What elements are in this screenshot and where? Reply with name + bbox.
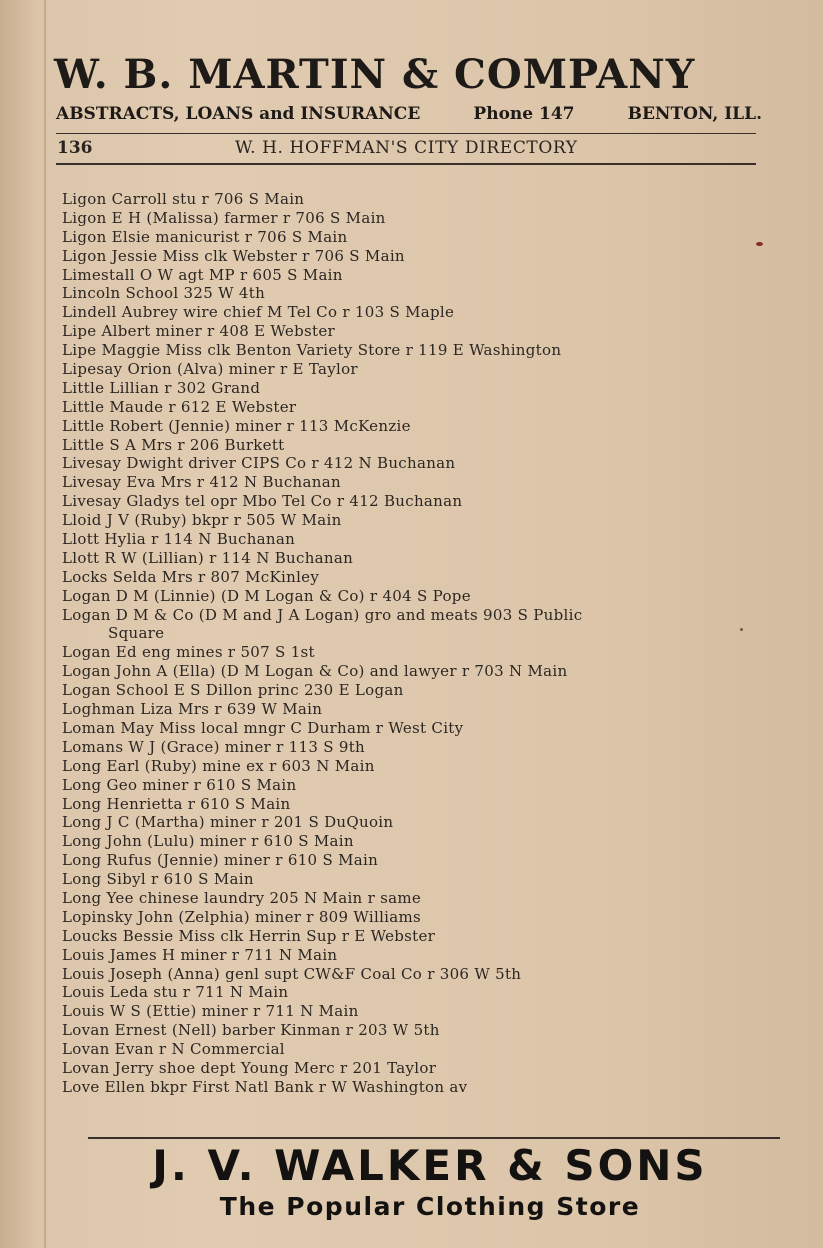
directory-entry: Livesay Eva Mrs r 412 N Buchanan [62,473,341,492]
directory-entry: Logan John A (Ella) (D M Logan & Co) and lawyer r 703 N Main [62,662,568,681]
top-ad-location: BENTON, ILL. [627,104,762,124]
directory-entry: Long Rufus (Jennie) miner r 610 S Main [62,851,379,870]
directory-entry: Llott R W (Lillian) r 114 N Buchanan [62,548,354,567]
directory-entry: Love Ellen bkpr First Natl Bank r W Washington av [62,1077,468,1096]
directory-entry: Long John (Lulu) miner r 610 S Main [62,832,354,851]
directory-title: W. H. HOFFMAN'S CITY DIRECTORY [235,138,578,158]
top-advertisement [54,51,764,124]
directory-entry: Long Henrietta r 610 S Main [62,794,291,813]
directory-entry: Louis Leda stu r 711 N Main [62,983,289,1002]
bottom-ad-slogan: The Popular Clothing Store [219,1192,641,1221]
directory-entry: Square [108,624,165,643]
directory-entry: Louis W S (Ettie) miner r 711 N Main [62,1002,359,1021]
directory-entry: Lopinsky John (Zelphia) miner r 809 Williams [62,907,422,926]
directory-entry: Loman May Miss local mngr C Durham r West City [62,718,464,737]
directory-entry: Logan Ed eng mines r 507 S 1st [62,643,315,662]
bottom-advertisement [80,1140,780,1222]
top-ad-company: W. B. MARTIN & COMPANY [54,51,696,98]
directory-entry: Little Robert (Jennie) miner r 113 McKenzie [62,416,411,435]
paper-speck [756,242,763,246]
directory-entry: Lovan Jerry shoe dept Young Merc r 201 Taylor [62,1058,437,1077]
directory-entry: Ligon E H (Malissa) farmer r 706 S Main [62,208,386,227]
directory-entry: Lipe Albert miner r 408 E Webster [62,322,335,341]
directory-entry: Louis James H miner r 711 N Main [62,945,338,964]
directory-entry: Lovan Evan r N Commercial [62,1040,285,1059]
directory-entry: Long J C (Martha) miner r 201 S DuQuoin [62,813,394,832]
header-top-rule [56,133,756,134]
directory-entry: Llott Hylia r 114 N Buchanan [62,530,296,549]
directory-entry: Long Yee chinese laundry 205 N Main r same [62,888,422,907]
page-gutter [44,0,46,1248]
directory-entry: Lloid J V (Ruby) bkpr r 505 W Main [62,511,342,530]
directory-entry: Ligon Elsie manicurist r 706 S Main [62,227,348,246]
directory-entry: Limestall O W agt MP r 605 S Main [62,265,343,284]
directory-entry: Loghman Liza Mrs r 639 W Main [62,700,323,719]
top-ad-phone: Phone 147 [473,104,575,124]
page-number: 136 [57,138,93,158]
top-ad-services: ABSTRACTS, LOANS and INSURANCE [56,104,421,124]
paper-speck [740,628,743,631]
directory-entry: Lincoln School 325 W 4th [62,284,266,303]
directory-entry: Long Earl (Ruby) mine ex r 603 N Main [62,756,375,775]
directory-entry: Little Maude r 612 E Webster [62,397,297,416]
directory-entry: Little S A Mrs r 206 Burkett [62,435,285,454]
header-bottom-rule [56,163,756,165]
directory-listing [62,190,762,1097]
directory-entry: Logan D M (Linnie) (D M Logan & Co) r 404 S Pope [62,586,471,605]
directory-entry: Lipe Maggie Miss clk Benton Variety Store r 119 E Washington [62,341,562,360]
directory-entry: Ligon Carroll stu r 706 S Main [62,190,305,208]
directory-entry: Lovan Ernest (Nell) barber Kinman r 203 W 5th [62,1021,440,1040]
directory-entry: Lipesay Orion (Alva) miner r E Taylor [62,360,358,379]
top-ad-tagline [56,104,762,124]
directory-entry: Louis Joseph (Anna) genl supt CW&F Coal Co r 306 W 5th [62,964,522,983]
directory-entry: Locks Selda Mrs r 807 McKinley [62,567,320,586]
footer-top-rule [88,1137,780,1139]
directory-entry: Logan School E S Dillon princ 230 E Logan [62,681,404,700]
directory-entry: Little Lillian r 302 Grand [62,378,261,397]
bottom-ad-company: J. V. WALKER & SONS [152,1141,708,1190]
directory-entry: Long Sibyl r 610 S Main [62,870,254,889]
directory-entry: Long Geo miner r 610 S Main [62,775,297,794]
directory-entry: Logan D M & Co (D M and J A Logan) gro and meats 903 S Public [62,605,583,624]
directory-entry: Livesay Gladys tel opr Mbo Tel Co r 412 Buchanan [62,492,463,511]
directory-entry: Lomans W J (Grace) miner r 113 S 9th [62,737,366,756]
directory-entry: Loucks Bessie Miss clk Herrin Sup r E Webster [62,926,436,945]
directory-entry: Lindell Aubrey wire chief M Tel Co r 103 S Maple [62,303,455,322]
directory-entry: Ligon Jessie Miss clk Webster r 706 S Main [62,246,405,265]
directory-entry: Livesay Dwight driver CIPS Co r 412 N Buchanan [62,454,456,473]
